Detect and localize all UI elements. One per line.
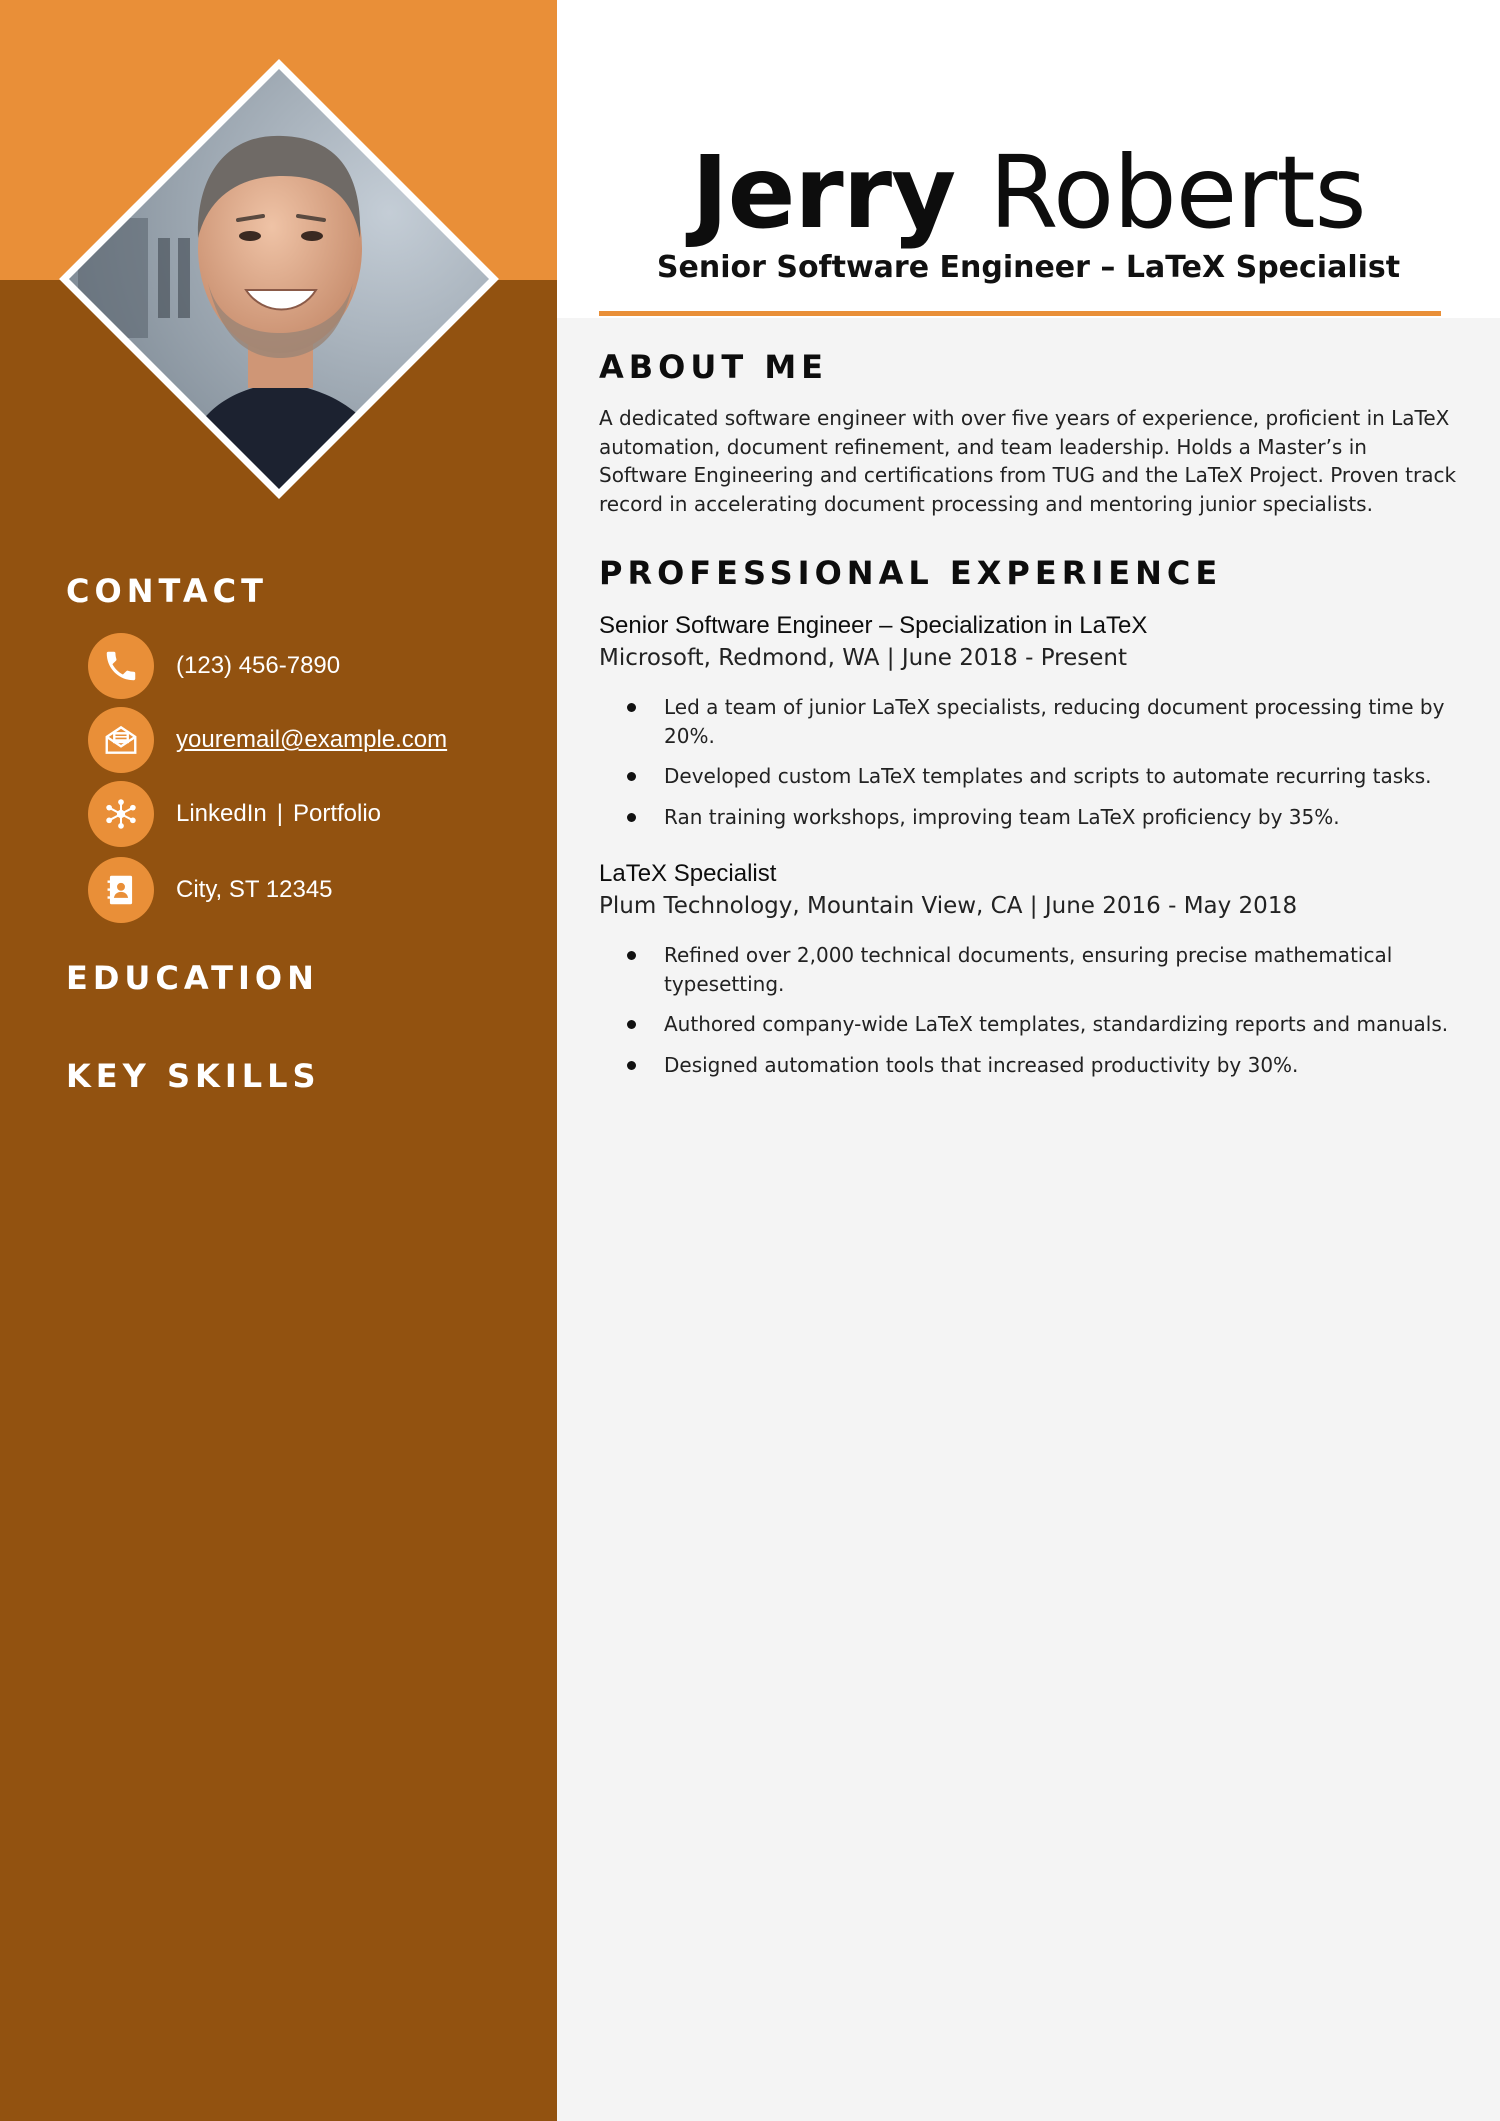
portfolio-link[interactable]: Portfolio bbox=[292, 800, 382, 827]
bullet-dot bbox=[627, 1020, 636, 1029]
job-entry bbox=[599, 859, 1459, 1091]
list-item bbox=[599, 1010, 1459, 1039]
education-heading: EDUCATION bbox=[66, 959, 319, 997]
list-item bbox=[599, 803, 1459, 832]
job-company: Microsoft, Redmond, WA | June 2018 - Present bbox=[599, 645, 1128, 671]
first-name: Jerry bbox=[691, 134, 956, 251]
about-heading: ABOUT ME bbox=[599, 348, 829, 386]
bullet-dot bbox=[627, 1061, 636, 1070]
contact-address bbox=[88, 857, 333, 923]
job-company: Plum Technology, Mountain View, CA | June 2016 - May 2018 bbox=[599, 893, 1298, 919]
about-text: A dedicated software engineer with over five years of experience, proficient in LaTeX automation, document refinement, and team leadership. Holds a Master’s in Software Engineering and certifications from TUG and the LaTeX Project. Proven track record in accelerating document processing and mentoring junior specialists. bbox=[599, 406, 1457, 516]
address-book-icon bbox=[88, 857, 154, 923]
contact-email bbox=[88, 707, 447, 773]
bullet-text: Refined over 2,000 technical documents, ensuring precise mathematical typesetting. bbox=[664, 943, 1393, 996]
bullet-text: Developed custom LaTeX templates and scripts to automate recurring tasks. bbox=[664, 764, 1432, 788]
contact-phone bbox=[88, 633, 340, 699]
job-entry bbox=[599, 611, 1459, 843]
linkedin-link[interactable]: LinkedIn bbox=[176, 800, 267, 827]
bullet-dot bbox=[627, 703, 636, 712]
list-item bbox=[599, 693, 1459, 750]
job-role: Senior Software Engineer – Specialization in LaTeX bbox=[599, 612, 1148, 639]
key-skills-heading: KEY SKILLS bbox=[66, 1057, 321, 1095]
bullet-dot bbox=[627, 951, 636, 960]
list-item bbox=[599, 941, 1459, 998]
bullet-text: Designed automation tools that increased productivity by 30%. bbox=[664, 1052, 1299, 1077]
list-item bbox=[599, 762, 1459, 791]
job-title: Senior Software Engineer – LaTeX Specialist bbox=[656, 250, 1401, 285]
address-text: City, ST 12345 bbox=[176, 876, 333, 903]
list-item bbox=[599, 1051, 1459, 1080]
experience-heading: PROFESSIONAL EXPERIENCE bbox=[599, 554, 1223, 592]
bullet-text: Led a team of junior LaTeX specialists, reducing document processing time by 20%. bbox=[664, 695, 1445, 748]
links-text bbox=[176, 800, 381, 828]
bullet-text: Authored company-wide LaTeX templates, standardizing reports and manuals. bbox=[664, 1012, 1449, 1036]
header-divider bbox=[599, 311, 1441, 316]
phone-icon bbox=[88, 633, 154, 699]
network-icon bbox=[88, 781, 154, 847]
candidate-name bbox=[557, 128, 1500, 258]
contact-heading: CONTACT bbox=[66, 572, 268, 610]
phone-text: (123) 456-7890 bbox=[176, 652, 341, 679]
contact-links bbox=[88, 781, 381, 847]
last-name: Roberts bbox=[989, 134, 1366, 251]
bullet-text: Ran training workshops, improving team LaTeX proficiency by 35%. bbox=[664, 804, 1340, 829]
email-link[interactable]: youremail@example.com bbox=[176, 726, 448, 753]
job-role: LaTeX Specialist bbox=[599, 860, 777, 887]
job-bullets bbox=[599, 941, 1459, 1079]
job-bullets bbox=[599, 693, 1459, 831]
link-separator: | bbox=[276, 800, 283, 827]
bullet-dot bbox=[627, 772, 636, 781]
bullet-dot bbox=[627, 813, 636, 822]
profile-photo bbox=[58, 58, 500, 500]
envelope-icon bbox=[88, 707, 154, 773]
